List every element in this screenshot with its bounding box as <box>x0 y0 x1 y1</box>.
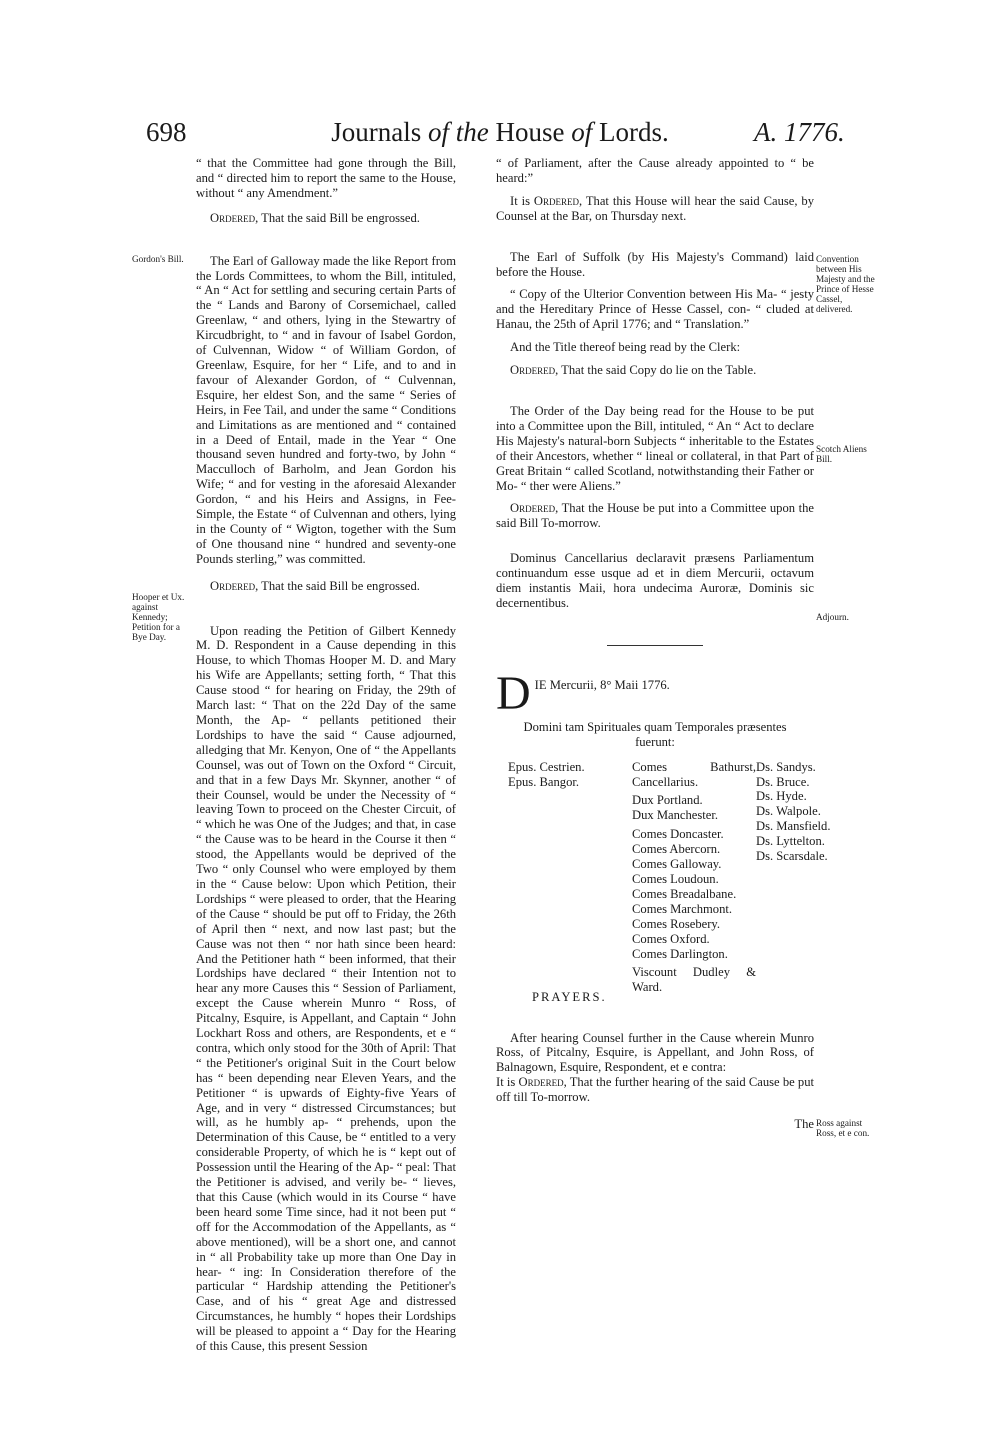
left-column <box>196 156 456 1354</box>
ordered-text: That the said Bill be engrossed. <box>258 578 420 593</box>
ordered-engross-2 <box>196 579 456 594</box>
lord: Comes Rosebery. <box>632 916 721 931</box>
baron: Ds. Bruce. <box>756 774 810 789</box>
year: A. 1776. <box>754 117 845 147</box>
ordered-put-off <box>496 1075 814 1105</box>
ordered-label: Ordered, <box>210 210 259 225</box>
title-of-2: of <box>571 117 593 147</box>
ordered-label: Ordered, <box>510 363 559 378</box>
committee-report-end: “ that the Committee had gone through the Bill, and “ directed him to report the same to the House, without “ any Amendment.” <box>196 156 456 200</box>
ordered-text: That the said Copy do lie on the Table. <box>558 363 757 378</box>
gordon-bill-report: The Earl of Galloway made the like Report from the Lords Committees, to whom the Bill, intituled, “ An “ Act for settling and securing certain Parts of the “ Lands and Barony of Corsemichael, called Greenlaw, “ and others, lying in the Stewartry of Kircudbright, to “ and in favour of Isabel Gordon, of Culvennan, Widow “ of William Gordon, of Greenlaw, Esquire, for her “ Life, and to and in favour of Alexander Gordon, of “ Culvennan, Esquire, her eldest Son, and the same “ Series of Heirs, in Fee Tail, and under the same “ Conditions and Limitations as are mentioned and “ contained in a Deed of Entail, made in the Year “ One thousand seven hundred and forty-two, by John “ Macculloch of Barholm, and Jean Gordon his Wife; “ and for vesting in the aforesaid Alexander Gordon, “ and his Heirs and Assigns, in Fee-Simple, the Estate “ of Culvennan and others, lying in the County of “ Wigton, together with the Sum of One thousand nine “ hundred and seventy-one Pounds sterling,” was committed. <box>196 253 456 566</box>
petition-end: “ of Parliament, after the Cause already appointed to “ be heard:” <box>496 156 814 185</box>
lords-present <box>496 759 831 995</box>
suffolk-laid: The Earl of Suffolk (by His Majesty's Command) laid before the House. <box>496 249 814 279</box>
hooper-petition: Upon reading the Petition of Gilbert Kennedy M. D. Respondent in a Cause depending in this House, to which Thomas Hooper M. D. and Mary his Wife are Appellants; setting forth, “ That this Cause stood “ for hearing on Friday, the 29th of March last: “ That on the 22d Day of the same Month, the Ap- “ pellants petitioned their Lordships to have the said “ Cause adjourned, alledging that Mr. Kenyon, One of “ the Appellants Counsel, was out of Town on the Oxford “ Circuit, and that in a few Days Mr. Skynner, another “ of their Counsel, would be under the Necessity of “ leaving Town to proceed on the Chester Circuit, of “ which he was One of the Judges; and that, in case “ the Cause was to be heard in the Course it then “ stood, the Appellants would be deprived of the Two “ only Counsel who were employed by them in the “ Cause below: Upon which Petition, their Lordships “ were pleased to order, that the Hearing of the Cause “ should be put off to Friday, the 26th of April then “ next, and now last past; but the Cause was not then “ nor hath since been heard: And the Petitioner hath “ been informed, that their Lordships have declared “ their Intention not to hear any more Causes this “ Session of Parliament, except the Cause wherein Munro “ Ross, of Pitcalny, Esquire, is Appellant, and Captain “ John Lockhart Ross and others, are Respondents, et e “ contra, which only stood for the 30th of April: That “ the Petitioner's original Suit in the Court below has “ been depending near Eleven Years, and the Petitioner “ is upwards of Eighty-five Years of Age, and in very “ distressed Circumstances; but will, as he humbly ap- “ prehends, upon the Determination of this Cause, be “ entitled to a very considerable Property, of which he is “ kept out of Possession until the Hearing of the Ap- “ peal: That the Petitioner is advised, and verily be- “ lieves, that this Cause (which would in its Course “ have been heard some Time since, had it not been put “ off for the Accommodation of the Appellants, as “ above mentioned), will be a short one, and cannot in “ all Probability take up more than One Day in hear- “ ing: In Consideration therefore of the particular “ Hardship attending the Petitioner's Case, and of his “ great Age and distressed Circumstances, he humbly “ hopes their Lordships will be pleased to appoint a “ Day for the Hearing of this Cause, this present Session <box>196 623 456 1354</box>
right-column <box>496 156 831 1132</box>
margin-note-adjourn: Adjourn. <box>816 612 849 622</box>
ordered-hear-cause <box>496 194 814 224</box>
lord: Comes Doncaster. <box>632 827 724 842</box>
temporal-list <box>632 760 756 996</box>
bishop: Epus. Bangor. <box>508 774 580 789</box>
baron: Ds. Lyttelton. <box>756 834 825 849</box>
title-read: And the Title thereof being read by the Clerk: <box>510 340 741 355</box>
die-date: IE Mercurii, 8° Maii 1776. <box>534 677 670 692</box>
catchword: The <box>794 1117 814 1132</box>
title-house: House <box>495 117 565 147</box>
ordered-lie-table <box>496 363 814 378</box>
lord: Dux Portland. <box>632 793 703 808</box>
ordered-prefix: It is <box>496 1075 519 1090</box>
title-the: the <box>455 117 489 147</box>
convention-copy: “ Copy of the Ulterior Convention between His Ma- “ jesty and the Hereditary Prince of Hesse Cassel, con- “ cluded at Hanau, the 25th of April 1776; and “ Translation.” <box>496 287 814 332</box>
ordered-label: Ordered, <box>510 501 559 516</box>
bishops-list <box>508 760 618 790</box>
title-of: of <box>427 117 449 147</box>
ordered-text: That the further hearing of the said Cause be put off till To-morrow. <box>496 1075 815 1105</box>
running-title <box>330 116 670 148</box>
ordered-committee <box>496 501 814 531</box>
ordered-text: That this House will hear the said Cause, by Counsel at the Bar, on Thursday next. <box>496 193 815 223</box>
baron: Ds. Scarsdale. <box>756 849 828 864</box>
lord: Comes Breadalbane. <box>632 886 737 901</box>
lord: Comes Abercorn. <box>632 842 721 857</box>
baron: Ds. Hyde. <box>756 789 807 804</box>
barons-list <box>756 760 836 864</box>
die-heading <box>496 672 814 714</box>
baron: Ds. Mansfield. <box>756 819 831 834</box>
lord: Comes Bathurst, Cancellarius. <box>632 759 756 789</box>
ordered-text: That the House be put into a Committee upon the said Bill To-morrow. <box>496 501 814 531</box>
margin-note-convention: Convention between His Majesty and the Prince of Hesse Cassel, delivered. <box>816 254 875 314</box>
lord: Dux Manchester. <box>632 808 719 823</box>
lord: Comes Marchmont. <box>632 901 733 916</box>
margin-note-hooper: Hooper et Ux. against Kennedy; Petition for a Bye Day. <box>132 592 185 642</box>
ross-hearing: After hearing Counsel further in the Cause wherein Munro Ross, of Pitcalny, Esquire, is Appellant, and John Ross, of Balnagown, Esquire, Respondent, et e contra: <box>496 1030 814 1075</box>
page-number: 698 <box>146 117 187 147</box>
ordered-prefix: It is <box>510 193 534 208</box>
lord: Comes Darlington. <box>632 946 728 961</box>
margin-note-ross: Ross against Ross, et e con. <box>816 1118 870 1138</box>
section-rule <box>607 645 703 646</box>
ordered-text: That the said Bill be engrossed. <box>258 210 420 225</box>
prayers-heading: PRAYERS. <box>532 989 607 1004</box>
baron: Ds. Walpole. <box>756 804 821 819</box>
lord: Comes Galloway. <box>632 857 722 872</box>
title-lords: Lords. <box>599 117 669 147</box>
baron: Ds. Sandys. <box>756 759 816 774</box>
ordered-label: Ordered, <box>518 1075 567 1090</box>
scotch-aliens-order: The Order of the Day being read for the House to be put into a Committee upon the Bill, intituled, “ An “ Act to declare His Majesty's natural-born Subjects “ inheritable to the Estates of their Ancestors, whether “ lineal or collateral, in that Part of Great Britain “ called Scotland, notwithstanding their Father or Mo- “ ther were Aliens.” <box>496 403 814 493</box>
domini-line: Domini tam Spirituales quam Temporales præsentes fuerunt: <box>523 719 787 749</box>
margin-note-scotch-aliens: Scotch Aliens Bill. <box>816 444 867 464</box>
bishop: Epus. Cestrien. <box>508 759 585 774</box>
ordered-label: Ordered, <box>210 578 259 593</box>
title-journals: Journals <box>331 117 422 147</box>
ordered-label: Ordered, <box>533 193 583 208</box>
lord: Viscount Dudley & Ward. <box>632 965 756 995</box>
ordered-engross-1 <box>196 211 456 226</box>
margin-note-gordons-bill: Gordon's Bill. <box>132 254 184 264</box>
adjournment-latin: Dominus Cancellarius declaravit præsens Parliamentum continuandum esse usque ad et in diem Mercurii, octavum diem instantis Maii, hora undecima Auroræ, Dominis sic decernentibus. <box>496 551 814 610</box>
ornamental-initial: D <box>496 671 531 714</box>
lord: Comes Oxford. <box>632 931 710 946</box>
lord: Comes Loudoun. <box>632 872 719 886</box>
